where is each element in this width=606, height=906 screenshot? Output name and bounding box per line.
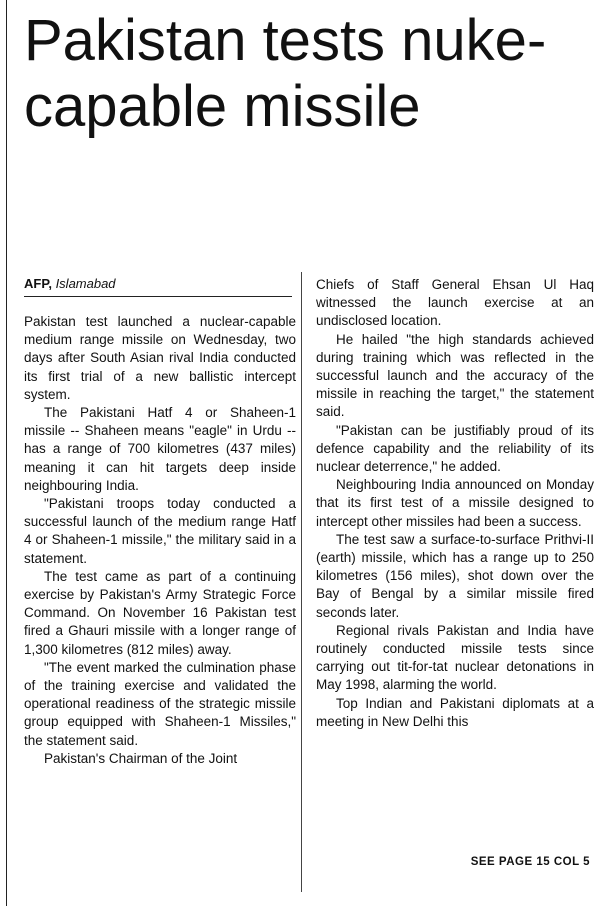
article-column-2 [316,276,594,731]
paragraph: The test came as part of a continuing exercise by Pakistan's Army Strategic Force Command. On November 16 Pakistan test fired a Ghauri missile with a longer range of 1,300 kilometres (812 miles) away. [24,568,296,657]
headline: Pakistan tests nuke-capable missile [24,8,547,139]
continuation-jump: SEE PAGE 15 COL 5 [470,856,590,868]
paragraph: He hailed "the high standards achieved during training which was reflected in the successful launch and the accuracy of the missile in reaching the target," the statement said. [316,331,594,420]
paragraph: Pakistan's Chairman of the Joint [44,750,238,766]
paragraph: Neighbouring India announced on Monday that its first test of a missile designed to intercept other missiles had been a success. [316,477,594,529]
paragraph: Pakistan test launched a nuclear-capable medium range missile on Wednesday, two days after South Asian rival India conducted its first trial of a new ballistic intercept system. [24,314,296,402]
paragraph: Chiefs of Staff General Ehsan Ul Haq witnessed the launch exercise at an undisclosed location. [316,277,594,329]
paragraph: Regional rivals Pakistan and India have routinely conducted missile tests since carrying out tit-for-tat nuclear detonations in May 1998, alarming the world. [316,622,594,693]
paragraph: "The event marked the culmination phase of the training exercise and validated the operational readiness of the strategic missile group equipped with Shaheen-1 Missiles," the statement said. [24,659,296,748]
paragraph: Top Indian and Pakistani diplomats at a meeting in New Delhi this [316,695,594,729]
byline-place: Islamabad [55,276,116,291]
paragraph: "Pakistani troops today conducted a successful launch of the medium range Hatf 4 or Shaheen-1 missile," the military said in a statement. [24,496,296,566]
paragraph: The Pakistani Hatf 4 or Shaheen-1 missile -- Shaheen means "eagle" in Urdu -- has a range of 700 kilometres (437 miles) meaning it can hit targets deep inside neighbouring India. [24,405,296,493]
byline-agency: AFP, [24,276,52,291]
byline-rule [24,296,292,297]
byline [24,276,116,292]
left-column-rule [6,0,7,906]
column-divider [301,272,302,892]
article-column-1 [24,313,296,768]
paragraph: "Pakistan can be justifiably proud of its defence capability and the reliability of its nuclear deterrence," he added. [316,422,594,475]
paragraph: The test saw a surface-to-surface Prithvi-II (earth) missile, which has a range up to 250 kilometres (156 miles), shot down over the Bay of Bengal by a similar missile fired seconds later. [316,531,594,620]
